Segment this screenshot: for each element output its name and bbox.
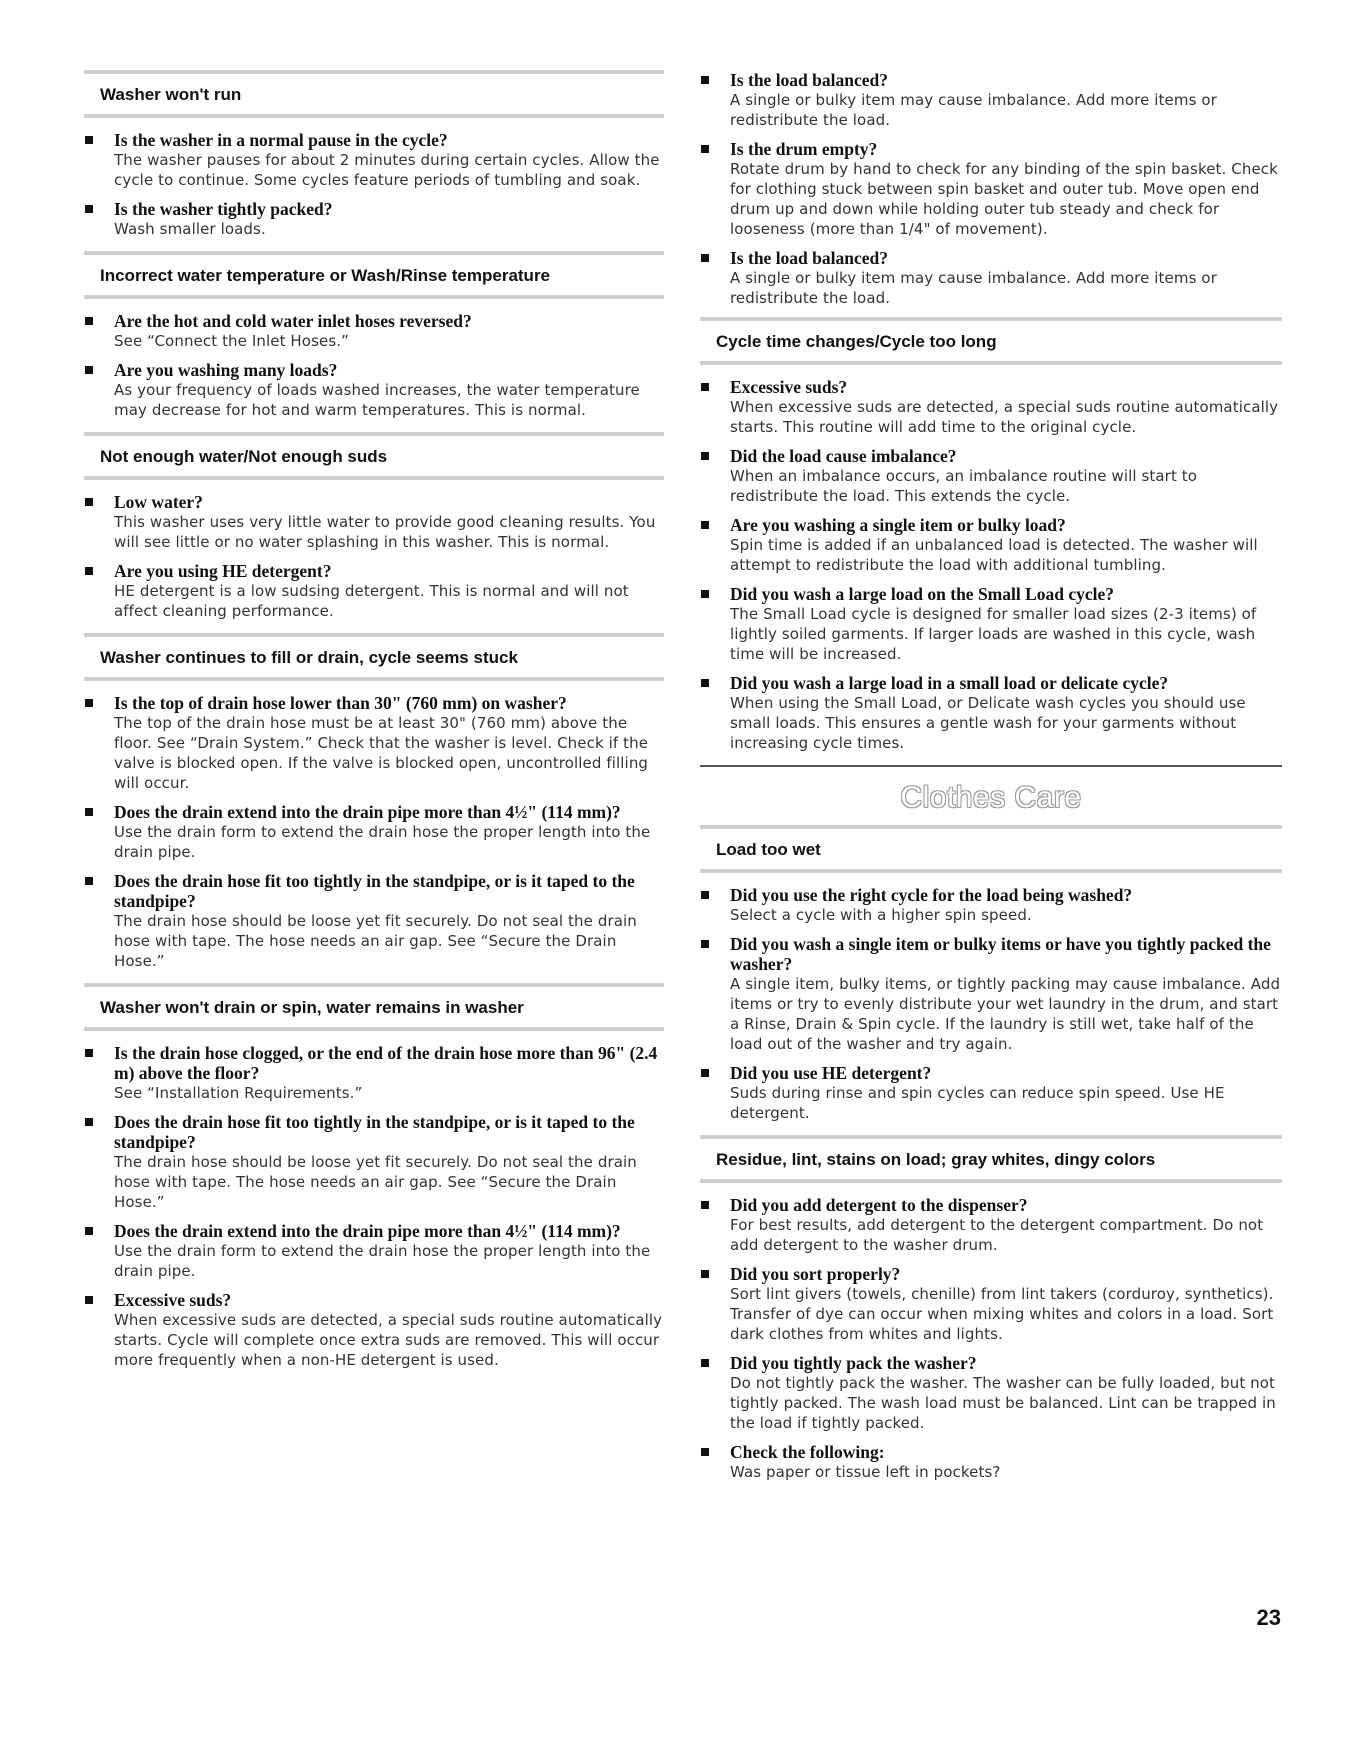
answer: Rotate drum by hand to check for any binding of the spin basket. Check for clothing stuck between spin basket and outer tub. Move open end drum up and down while holding outer tub steady and check for looseness (more than 1/4" of movement). <box>730 160 1278 238</box>
question: Does the drain extend into the drain pipe more than 4½" (114 mm)? <box>114 1221 621 1241</box>
question: Low water? <box>114 492 203 512</box>
troubleshooting-section <box>700 317 1282 753</box>
troubleshooting-section <box>84 432 664 621</box>
question: Did you wash a large load on the Small Load cycle? <box>730 584 1115 604</box>
question: Are you using HE detergent? <box>114 561 332 581</box>
section-heading: Washer won't run <box>84 70 664 118</box>
list-item <box>84 199 664 239</box>
question: Is the load balanced? <box>730 248 889 268</box>
answer: The drain hose should be loose yet fit securely. Do not seal the drain hose with tape. The hose needs an air gap. See “Secure the Drain Hose.” <box>114 1153 637 1211</box>
square-bullet-icon <box>701 1069 709 1077</box>
clothes-care-title: Clothes Care <box>900 781 1082 814</box>
list-item <box>84 492 664 552</box>
square-bullet-icon <box>85 808 93 816</box>
list-item <box>700 1442 1282 1482</box>
troubleshooting-section <box>84 633 664 971</box>
list-item <box>700 1063 1282 1123</box>
item-list <box>84 1043 664 1370</box>
answer: A single item, bulky items, or tightly packing may cause imbalance. Add items or try to evenly distribute your wet laundry in the drum, and start a Rinse, Drain & Spin cycle. If the laundry is still wet, take half of the load out of the washer and try again. <box>730 975 1281 1053</box>
square-bullet-icon <box>701 679 709 687</box>
answer: Suds during rinse and spin cycles can reduce spin speed. Use HE detergent. <box>730 1084 1225 1122</box>
answer: Use the drain form to extend the drain hose the proper length into the drain pipe. <box>114 1242 651 1280</box>
question: Did you use the right cycle for the load being washed? <box>730 885 1133 905</box>
list-item <box>700 673 1282 753</box>
question: Is the load balanced? <box>730 70 889 90</box>
square-bullet-icon <box>85 317 93 325</box>
question: Is the drain hose clogged, or the end of the drain hose more than 96" (2.4 m) above the floor? <box>114 1043 658 1083</box>
question: Is the top of drain hose lower than 30" (760 mm) on washer? <box>114 693 567 713</box>
question: Are you washing many loads? <box>114 360 338 380</box>
question: Excessive suds? <box>730 377 848 397</box>
square-bullet-icon <box>701 521 709 529</box>
square-bullet-icon <box>701 383 709 391</box>
answer: See “Installation Requirements.” <box>114 1084 363 1102</box>
list-item <box>700 139 1282 239</box>
question: Excessive suds? <box>114 1290 232 1310</box>
item-list <box>84 311 664 420</box>
answer: Select a cycle with a higher spin speed. <box>730 906 1032 924</box>
section-heading: Not enough water/Not enough suds <box>84 432 664 480</box>
answer: When an imbalance occurs, an imbalance routine will start to redistribute the load. This extends the cycle. <box>730 467 1198 505</box>
answer: HE detergent is a low sudsing detergent. This is normal and will not affect cleaning performance. <box>114 582 629 620</box>
item-list <box>84 492 664 621</box>
answer: The Small Load cycle is designed for smaller load sizes (2-3 items) of lightly soiled garments. If larger loads are washed in this cycle, wash time will be increased. <box>730 605 1257 663</box>
question: Is the drum empty? <box>730 139 878 159</box>
question: Does the drain hose fit too tightly in the standpipe, or is it taped to the standpipe? <box>114 871 635 911</box>
answer: For best results, add detergent to the detergent compartment. Do not add detergent to the washer drum. <box>730 1216 1264 1254</box>
answer: When using the Small Load, or Delicate wash cycles you should use small loads. This ensures a gentle wash for your garments without increasing cycle times. <box>730 694 1246 752</box>
question: Is the washer in a normal pause in the cycle? <box>114 130 448 150</box>
list-item <box>700 248 1282 308</box>
square-bullet-icon <box>701 1270 709 1278</box>
answer: A single or bulky item may cause imbalance. Add more items or redistribute the load. <box>730 91 1217 129</box>
question: Does the drain extend into the drain pipe more than 4½" (114 mm)? <box>114 802 621 822</box>
list-item <box>700 1264 1282 1344</box>
square-bullet-icon <box>701 76 709 84</box>
item-list <box>700 1195 1282 1482</box>
square-bullet-icon <box>85 567 93 575</box>
list-item <box>700 70 1282 130</box>
list-item <box>700 1195 1282 1255</box>
square-bullet-icon <box>701 452 709 460</box>
list-item <box>700 1353 1282 1433</box>
question: Does the drain hose fit too tightly in the standpipe, or is it taped to the standpipe? <box>114 1112 635 1152</box>
square-bullet-icon <box>701 1359 709 1367</box>
square-bullet-icon <box>85 136 93 144</box>
square-bullet-icon <box>85 366 93 374</box>
square-bullet-icon <box>85 498 93 506</box>
section-heading: Incorrect water temperature or Wash/Rinse temperature <box>84 251 664 299</box>
answer: The washer pauses for about 2 minutes during certain cycles. Allow the cycle to continue. Some cycles feature periods of tumbling and soak. <box>114 151 660 189</box>
item-list <box>700 885 1282 1123</box>
list-item <box>700 584 1282 664</box>
question: Are the hot and cold water inlet hoses reversed? <box>114 311 472 331</box>
list-item <box>84 561 664 621</box>
question: Did the load cause imbalance? <box>730 446 957 466</box>
answer: When excessive suds are detected, a special suds routine automatically starts. Cycle will complete once extra suds are removed. This will occur more frequently when a non-HE detergent is used. <box>114 1311 663 1369</box>
troubleshooting-section <box>700 1135 1282 1482</box>
square-bullet-icon <box>85 1227 93 1235</box>
troubleshooting-section <box>84 70 664 239</box>
answer: Sort lint givers (towels, chenille) from lint takers (corduroy, synthetics). Transfer of dye can occur when mixing whites and colors in a load. Sort dark clothes from whites and lights. <box>730 1285 1274 1343</box>
answer: Spin time is added if an unbalanced load is detected. The washer will attempt to redistribute the load with additional tumbling. <box>730 536 1258 574</box>
square-bullet-icon <box>85 1296 93 1304</box>
question: Is the washer tightly packed? <box>114 199 333 219</box>
list-item <box>84 1112 664 1212</box>
list-item <box>700 515 1282 575</box>
answer: The drain hose should be loose yet fit securely. Do not seal the drain hose with tape. The hose needs an air gap. See “Secure the Drain Hose.” <box>114 912 637 970</box>
answer: Was paper or tissue left in pockets? <box>730 1463 1001 1481</box>
list-item <box>84 871 664 971</box>
square-bullet-icon <box>85 1118 93 1126</box>
answer: See “Connect the Inlet Hoses.” <box>114 332 349 350</box>
list-item <box>700 377 1282 437</box>
square-bullet-icon <box>701 590 709 598</box>
section-heading: Washer won't drain or spin, water remains in washer <box>84 983 664 1031</box>
question: Did you use HE detergent? <box>730 1063 932 1083</box>
list-item <box>84 802 664 862</box>
square-bullet-icon <box>701 940 709 948</box>
item-list <box>84 693 664 971</box>
square-bullet-icon <box>701 254 709 262</box>
square-bullet-icon <box>701 1201 709 1209</box>
page-number: 23 <box>1256 1605 1281 1630</box>
list-item <box>84 311 664 351</box>
troubleshooting-section <box>700 825 1282 1123</box>
left-column <box>84 70 664 1382</box>
list-item <box>84 1290 664 1370</box>
answer: This washer uses very little water to provide good cleaning results. You will see little or no water splashing in this washer. This is normal. <box>114 513 656 551</box>
question: Did you add detergent to the dispenser? <box>730 1195 1028 1215</box>
list-item <box>84 693 664 793</box>
question: Did you wash a single item or bulky items or have you tightly packed the washer? <box>730 934 1271 974</box>
answer: A single or bulky item may cause imbalance. Add more items or redistribute the load. <box>730 269 1217 307</box>
question: Are you washing a single item or bulky load? <box>730 515 1066 535</box>
square-bullet-icon <box>85 205 93 213</box>
question: Did you wash a large load in a small load or delicate cycle? <box>730 673 1169 693</box>
list-item <box>700 885 1282 925</box>
answer: When excessive suds are detected, a special suds routine automatically starts. This routine will add time to the original cycle. <box>730 398 1279 436</box>
right-column <box>700 70 1282 1494</box>
section-heading: Residue, lint, stains on load; gray whites, dingy colors <box>700 1135 1282 1183</box>
list-item <box>84 130 664 190</box>
question: Check the following: <box>730 1442 885 1462</box>
item-list <box>700 377 1282 753</box>
square-bullet-icon <box>85 699 93 707</box>
list-item <box>700 446 1282 506</box>
list-item <box>84 360 664 420</box>
answer: Wash smaller loads. <box>114 220 266 238</box>
section-heading: Cycle time changes/Cycle too long <box>700 317 1282 365</box>
item-list <box>84 130 664 239</box>
answer: The top of the drain hose must be at least 30" (760 mm) above the floor. See “Drain System.” Check that the washer is level. Check if the valve is blocked open. If the valve is blocked open, uncontrolled filling will occur. <box>114 714 649 792</box>
answer: Use the drain form to extend the drain hose the proper length into the drain pipe. <box>114 823 651 861</box>
answer: As your frequency of loads washed increases, the water temperature may decrease for hot and warm temperatures. This is normal. <box>114 381 640 419</box>
section-heading: Washer continues to fill or drain, cycle seems stuck <box>84 633 664 681</box>
square-bullet-icon <box>85 877 93 885</box>
square-bullet-icon <box>701 145 709 153</box>
square-bullet-icon <box>85 1049 93 1057</box>
question: Did you tightly pack the washer? <box>730 1353 977 1373</box>
right-sections <box>700 317 1282 753</box>
troubleshooting-section <box>84 983 664 1370</box>
list-item <box>84 1043 664 1103</box>
square-bullet-icon <box>701 1448 709 1456</box>
list-item <box>84 1221 664 1281</box>
question: Did you sort properly? <box>730 1264 901 1284</box>
answer: Do not tightly pack the washer. The washer can be fully loaded, but not tightly packed. The wash load must be balanced. Lint can be trapped in the load if tightly packed. <box>730 1374 1276 1432</box>
clothes-care-header <box>700 765 1282 825</box>
square-bullet-icon <box>701 891 709 899</box>
care-sections <box>700 825 1282 1482</box>
continued-item-list <box>700 70 1282 308</box>
troubleshooting-section <box>84 251 664 420</box>
list-item <box>700 934 1282 1054</box>
section-heading: Load too wet <box>700 825 1282 873</box>
